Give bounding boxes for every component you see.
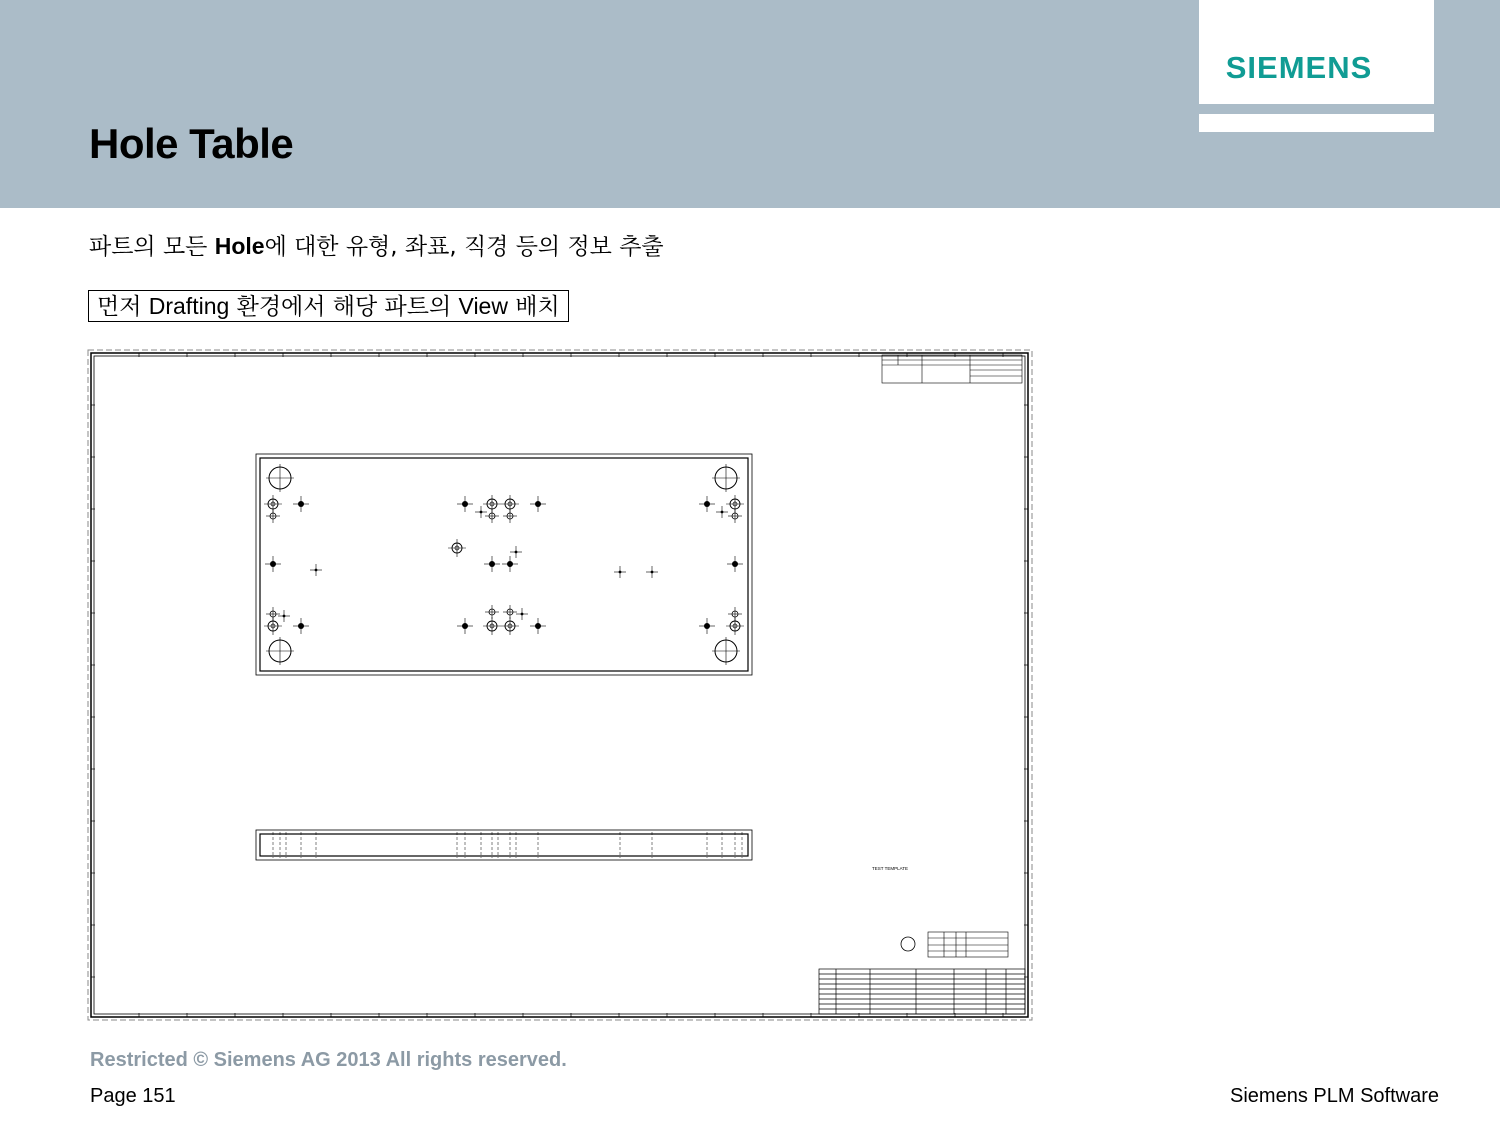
title-block [819,969,1025,1014]
siemens-logo [1199,0,1434,104]
title-block-frame [819,969,1025,1014]
template-label: TEST TEMPLATE [872,866,909,871]
description-pre: 파트의 모든 [89,234,215,260]
sheet-dashed-border [88,350,1032,1020]
instruction-d: View [458,293,508,319]
logo-stripe [1199,114,1434,132]
instruction-b: Drafting [148,293,230,319]
side-view [256,830,752,860]
copyright-notice: Restricted © Siemens AG 2013 All rights reserved. [90,1049,567,1071]
projection-symbol [901,937,915,951]
sheet-border [91,353,1028,1017]
small-info-table [928,932,1008,957]
top-view [256,454,752,675]
instruction-e: 배치 [507,294,560,320]
instruction-box [88,290,569,322]
drafting-drawing [86,348,1036,1024]
revision-block [882,355,1022,383]
sheet-inner-border [94,356,1025,1014]
description-post: 에 대한 유형, 좌표, 직경 등의 정보 추출 [264,234,664,260]
siemens-logo-text: SIEMENS [1225,50,1373,85]
side-view-hidden-lines [273,832,742,858]
description-line [89,230,664,263]
footer-brand: Siemens PLM Software [1230,1085,1439,1107]
border-ticks [91,353,1028,1017]
instruction-a: 먼저 [97,294,149,320]
description-bold: Hole [214,233,265,259]
hole-features [264,464,744,665]
page-title: Hole Table [89,120,294,167]
instruction-c: 환경에서 해당 파트의 [229,294,459,320]
drawing-sheet [86,348,1036,1024]
page-number: Page 151 [90,1085,176,1107]
